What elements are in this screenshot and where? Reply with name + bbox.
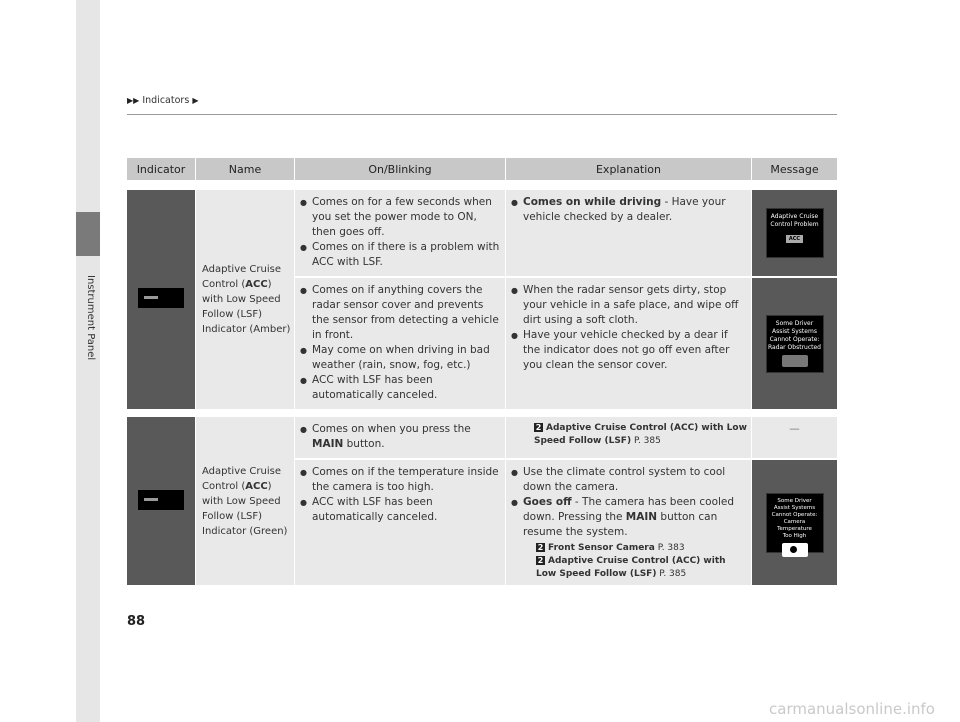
explanation-cell: [506, 278, 752, 411]
camera-temperature-icon: [782, 543, 808, 557]
name-cell-green: [196, 417, 295, 587]
acc-badge-icon: ACC: [786, 235, 803, 243]
column-header-on-blinking: On/Blinking: [295, 158, 506, 180]
table-row: [127, 417, 837, 460]
breadcrumb: [127, 95, 198, 106]
explanation-cell: [506, 417, 752, 460]
list-item: ● Comes on when you press the MAIN button.: [299, 422, 501, 452]
side-tab: [76, 0, 100, 722]
column-header-indicator: Indicator: [127, 158, 196, 180]
list-item: ● Goes off - The camera has been cooled down. Pressing the MAIN button can resume the system.: [510, 495, 747, 540]
name-text: Adaptive Cruise Control (: [202, 465, 282, 492]
table-header-row: [127, 158, 837, 180]
message-cell: [752, 278, 837, 411]
list-item: ● Comes on if there is a problem with ACC with LSF.: [299, 240, 501, 270]
on-blinking-cell: [295, 460, 506, 587]
cross-reference[interactable]: 2 Adaptive Cruise Control (ACC) with Low Speed Follow (LSF) P. 385: [536, 556, 726, 579]
breadcrumb-item-indicators[interactable]: Indicators: [142, 95, 190, 106]
acc-amber-indicator-icon: [138, 288, 184, 308]
radar-sensor-icon: [782, 355, 808, 367]
message-cell: [752, 460, 837, 587]
message-cell: —: [752, 417, 837, 460]
list-item: ● ACC with LSF has been automatically canceled.: [299, 373, 501, 403]
list-item: ● Comes on while driving - Have your vehicle checked by a dealer.: [510, 195, 747, 225]
table-row: [127, 190, 837, 278]
name-text: ) with Low Speed Follow (LSF) Indicator (Amber): [202, 279, 291, 335]
side-section-label: Instrument Panel: [85, 275, 96, 361]
list-item: ● Comes on if the temperature inside the camera is too high.: [299, 465, 501, 495]
name-text: Adaptive Cruise Control (: [202, 264, 282, 290]
name-text: ) with Low Speed Follow (LSF) Indicator (Green): [202, 480, 288, 537]
list-item: ● Comes on for a few seconds when you set the power mode to ON, then goes off.: [299, 195, 501, 240]
radar-obstructed-message-screen: Some Driver Assist Systems Cannot Operate: Radar Obstructed: [766, 315, 824, 373]
on-blinking-cell: [295, 417, 506, 460]
breadcrumb-arrow-icon: ▶▶: [127, 96, 140, 105]
name-cell-amber: [196, 190, 295, 411]
list-item: ● Comes on if anything covers the radar sensor cover and prevents the sensor from detecting a vehicle in front.: [299, 283, 501, 343]
camera-temperature-message-screen: Some Driver Assist Systems Cannot Operate: Camera Temperature Too High: [766, 493, 824, 553]
reference-arrow-icon: 2: [537, 543, 544, 552]
column-header-name: Name: [196, 158, 295, 180]
list-item: ● May come on when driving in bad weather (rain, snow, fog, etc.): [299, 343, 501, 373]
explanation-cell: [506, 460, 752, 587]
indicator-table: [127, 158, 837, 587]
list-item: ● Have your vehicle checked by a dear if the indicator does not go off even after you clean the sensor cover.: [510, 328, 747, 373]
indicator-cell-amber: [127, 190, 196, 411]
explanation-cell: [506, 190, 752, 278]
cross-reference[interactable]: 2 Front Sensor Camera P. 383: [537, 543, 685, 553]
message-cell: [752, 190, 837, 278]
name-bold-text: ACC: [245, 480, 268, 492]
on-blinking-cell: [295, 278, 506, 411]
breadcrumb-arrow-icon: ▶: [192, 96, 199, 105]
reference-arrow-icon: 2: [537, 556, 544, 565]
name-bold-text: ACC: [245, 279, 268, 290]
on-blinking-cell: [295, 190, 506, 278]
list-item: ● When the radar sensor gets dirty, stop your vehicle in a safe place, and wipe off dirt using a soft cloth.: [510, 283, 747, 328]
watermark: carmanualsonline.info: [769, 700, 935, 718]
indicator-cell-green: [127, 417, 196, 587]
side-tab-marker: [76, 212, 100, 256]
acc-green-indicator-icon: [138, 490, 184, 510]
list-item: ● Use the climate control system to cool down the camera.: [510, 465, 747, 495]
page-number: 88: [127, 614, 146, 629]
acc-problem-message-screen: Adaptive Cruise Control Problem ACC: [766, 208, 824, 258]
header-divider: [127, 114, 837, 115]
list-item: ● ACC with LSF has been automatically canceled.: [299, 495, 501, 525]
cross-reference[interactable]: 2 Adaptive Cruise Control (ACC) with Low Speed Follow (LSF) P. 385: [534, 423, 747, 446]
column-header-explanation: Explanation: [506, 158, 752, 180]
reference-arrow-icon: 2: [535, 423, 542, 432]
column-header-message: Message: [752, 158, 837, 180]
